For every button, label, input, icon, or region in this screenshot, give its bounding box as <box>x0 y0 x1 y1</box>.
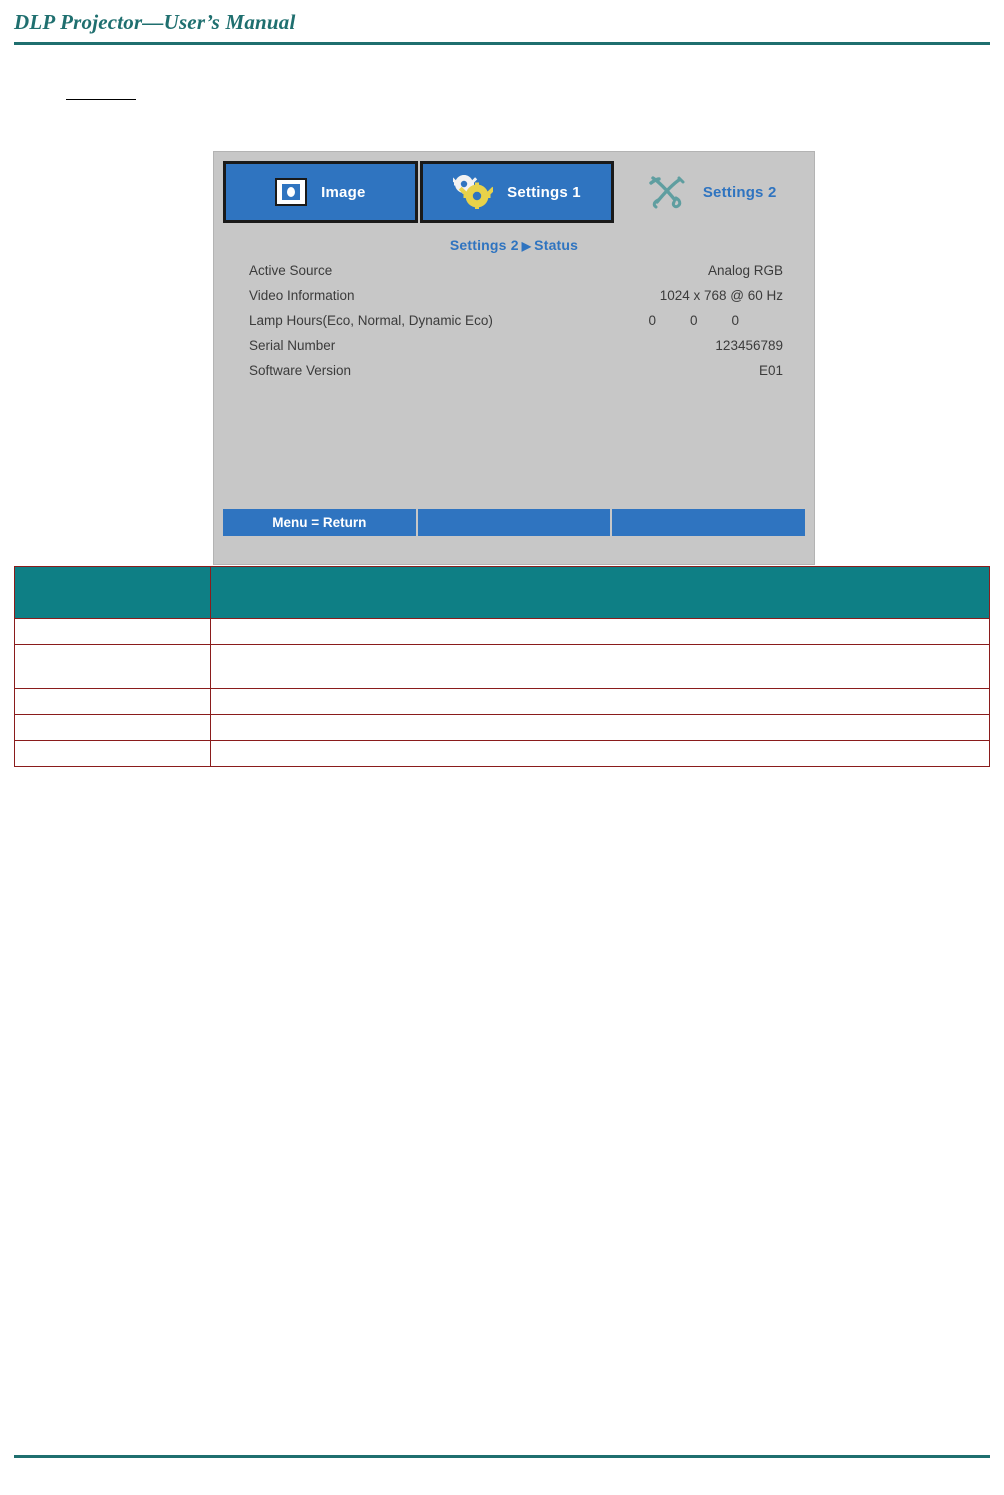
osd-row-lamp-hours <box>249 313 783 338</box>
osd-status-list <box>223 263 805 388</box>
osd-row-software-version <box>249 363 783 388</box>
osd-tab-settings1[interactable] <box>420 161 615 223</box>
osd-footer-bar <box>223 509 805 536</box>
osd-row-value: 123456789 <box>715 338 783 353</box>
osd-tab-settings1-label: Settings 1 <box>507 183 581 201</box>
osd-row-lamp-values <box>648 313 783 328</box>
osd-row-label: Lamp Hours(Eco, Normal, Dynamic Eco) <box>249 313 493 328</box>
table-cell-item <box>15 689 211 715</box>
table-header-item <box>15 567 211 619</box>
osd-body <box>223 229 805 503</box>
table-row <box>15 619 990 645</box>
breadcrumb-parent: Settings 2 <box>449 237 519 253</box>
table-row <box>15 689 990 715</box>
table-cell-item <box>15 645 211 689</box>
table-row <box>15 741 990 767</box>
osd-row-label: Active Source <box>249 263 333 278</box>
table-cell-description <box>211 619 990 645</box>
table-cell-item <box>15 715 211 741</box>
osd-tab-settings2[interactable] <box>616 161 805 223</box>
osd-tab-image-label: Image <box>321 183 366 201</box>
osd-row-value: Analog RGB <box>707 263 783 278</box>
osd-row-video-information <box>249 288 783 313</box>
table-cell-description <box>211 645 990 689</box>
lamp-hours-eco: 0 <box>648 313 656 328</box>
osd-footer-cell-2[interactable] <box>418 509 611 536</box>
osd-row-value: E01 <box>758 363 783 378</box>
osd-row-value: 1024 x 768 @ 60 Hz <box>659 288 783 303</box>
table-cell-description <box>211 689 990 715</box>
osd-breadcrumb <box>223 237 805 253</box>
osd-footer-menu-return[interactable]: Menu = Return <box>223 509 416 536</box>
osd-row-serial-number <box>249 338 783 363</box>
osd-row-label: Video Information <box>249 288 355 303</box>
lamp-hours-normal: 0 <box>689 313 698 328</box>
osd-row-label: Software Version <box>249 363 352 378</box>
image-icon <box>275 178 307 206</box>
section-heading <box>66 80 136 100</box>
osd-tab-bar <box>223 161 805 223</box>
breadcrumb-current: Status <box>534 237 579 253</box>
osd-tab-settings2-label: Settings 2 <box>702 183 777 201</box>
osd-row-active-source <box>249 263 783 288</box>
osd-footer-cell-3[interactable] <box>612 509 805 536</box>
table-cell-item <box>15 741 211 767</box>
table-cell-item <box>15 619 211 645</box>
footer-divider <box>14 1455 990 1458</box>
osd-tab-image[interactable] <box>223 161 418 223</box>
table-row <box>15 645 990 689</box>
description-table <box>14 566 990 767</box>
table-header-row <box>15 567 990 619</box>
tools-icon <box>645 174 689 210</box>
table-header-description <box>211 567 990 619</box>
osd-row-label: Serial Number <box>249 338 336 353</box>
header-divider <box>14 42 990 45</box>
table-cell-description <box>211 741 990 767</box>
page-header <box>14 10 990 35</box>
lamp-hours-dynamic-eco: 0 <box>731 313 739 328</box>
page-title: DLP Projector—User’s Manual <box>14 10 296 34</box>
table-row <box>15 715 990 741</box>
table-cell-description <box>211 715 990 741</box>
gears-icon <box>453 175 493 209</box>
osd-screenshot <box>213 151 815 565</box>
chevron-right-icon: ▶ <box>521 239 532 253</box>
